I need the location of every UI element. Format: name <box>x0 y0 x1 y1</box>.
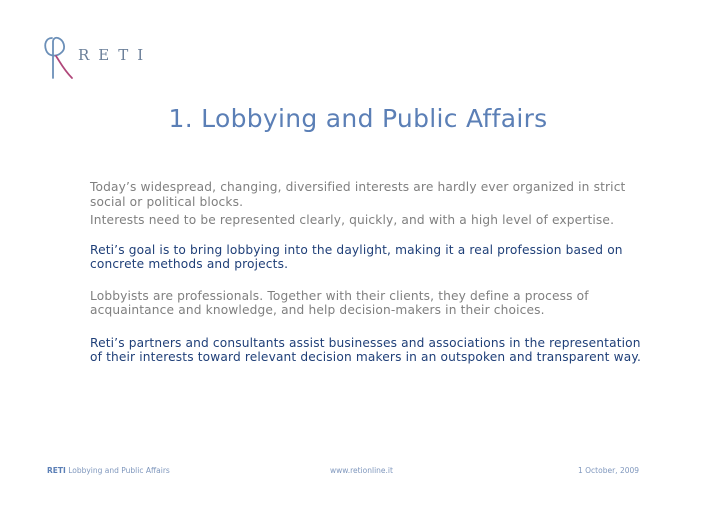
footer-section: Lobbying and Public Affairs <box>68 466 170 475</box>
paragraph-reti-partners: Reti’s partners and consultants assist businesses and associations in the representation of their interests toward relevant decision makers in an outspoken and transparent way. <box>90 335 642 364</box>
footer-date: 1 October, 2009 <box>578 466 640 475</box>
footer-section-label <box>47 466 170 475</box>
paragraph-lobbyists: Lobbyists are professionals. Together with their clients, they define a process of acquaintance and knowledge, and help decision-makers in their choices. <box>90 288 589 317</box>
paragraph-representation-need: Interests need to be represented clearly, quickly, and with a high level of expertise. <box>90 213 615 227</box>
slide-title: 1. Lobbying and Public Affairs <box>168 104 548 133</box>
paragraph-reti-goal: Reti’s goal is to bring lobbying into the daylight, making it a real profession based on concrete methods and projects. <box>90 242 623 271</box>
logo-wordmark: RETI <box>78 46 153 64</box>
paragraph-interests-context: Today’s widespread, changing, diversified interests are hardly ever organized in strict social or political blocks. <box>90 180 626 209</box>
slide-body <box>90 180 650 365</box>
footer-website: www.retionline.it <box>330 466 393 475</box>
reti-logo-mark-icon <box>42 34 82 80</box>
reti-logo <box>42 34 152 80</box>
footer-brand: RETI <box>47 466 66 475</box>
